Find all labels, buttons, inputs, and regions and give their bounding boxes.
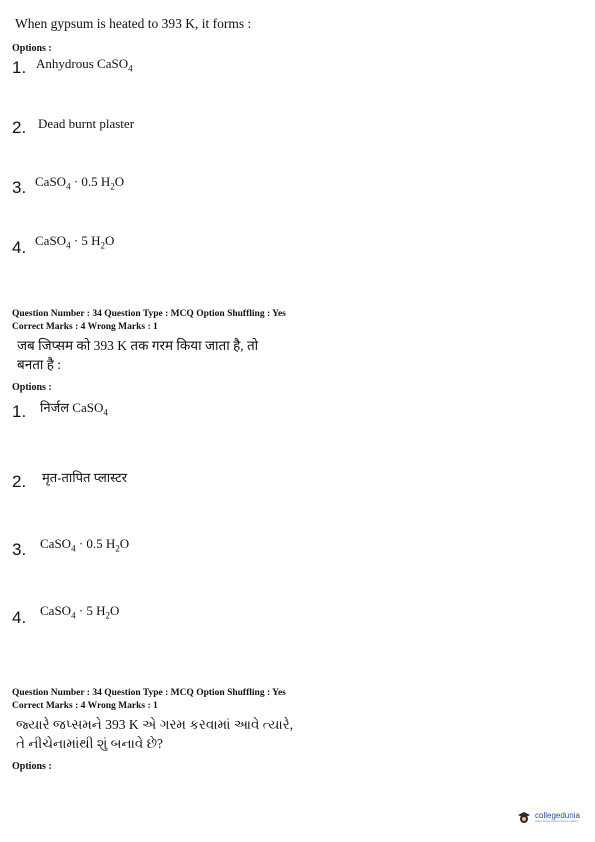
- question-text-hindi: जब जिप्सम को 393 K तक गरम किया जाता है, तो बनता है :: [17, 338, 259, 372]
- option-2[interactable]: [12, 118, 26, 138]
- option-4-text: CaSO$_4$ · 5 $H_2O$: [35, 233, 115, 251]
- logo-text: collegedunia: [535, 810, 580, 820]
- option-3[interactable]: [12, 178, 26, 198]
- option-1-text: निर्जल CaSO$_4$: [40, 400, 108, 418]
- question-meta: Question Number : 34 Question Type : MCQ Option Shuffling : Yes Correct Marks : 4 Wrong Marks : 1: [12, 309, 286, 332]
- graduate-cap-icon: [517, 810, 531, 824]
- question-meta: Question Number : 34 Question Type : MCQ Option Shuffling : Yes Correct Marks : 4 Wrong Marks : 1: [12, 688, 286, 711]
- option-3-text: CaSO$_4$ · 0.5 $H_2O$: [35, 174, 125, 192]
- option-number: 4.: [12, 608, 27, 627]
- logo-tagline: India's largest Student Review Platform: [535, 819, 579, 823]
- option-3[interactable]: [12, 540, 26, 560]
- option-3-text: CaSO$_4$ · 0.5 $H_2O$: [40, 536, 130, 554]
- option-2-text: Dead burnt plaster: [38, 116, 135, 131]
- option-number: 3.: [12, 178, 27, 197]
- options-label: Options :: [12, 382, 52, 393]
- option-4[interactable]: [12, 238, 26, 258]
- option-1[interactable]: [12, 402, 26, 422]
- option-1[interactable]: [12, 58, 26, 78]
- question-text-gujarati: જ્યારે જપ્સમને 393 K એ ગરમ કરવામાં આવે ત્યારે, તે નીચેનામાંથી શું બનાવે છે?: [16, 717, 294, 751]
- option-2[interactable]: [12, 472, 26, 492]
- option-number: 2.: [12, 472, 27, 491]
- options-label: Options :: [12, 43, 52, 54]
- option-1-text: Anhydrous CaSO$_4$: [36, 56, 133, 74]
- option-number: 3.: [12, 540, 27, 559]
- option-number: 4.: [12, 238, 27, 257]
- option-4-text: CaSO$_4$ · 5 $H_2O$: [40, 603, 120, 621]
- options-label: Options :: [12, 761, 52, 772]
- option-number: 2.: [12, 118, 27, 137]
- option-4[interactable]: [12, 608, 26, 628]
- option-number: 1.: [12, 58, 27, 77]
- option-2-text: मृत-तापित प्लास्टर: [42, 470, 128, 485]
- option-number: 1.: [12, 402, 27, 421]
- question-text: When gypsum is heated to 393 K, it forms :: [15, 16, 252, 31]
- collegedunia-logo: [517, 810, 589, 824]
